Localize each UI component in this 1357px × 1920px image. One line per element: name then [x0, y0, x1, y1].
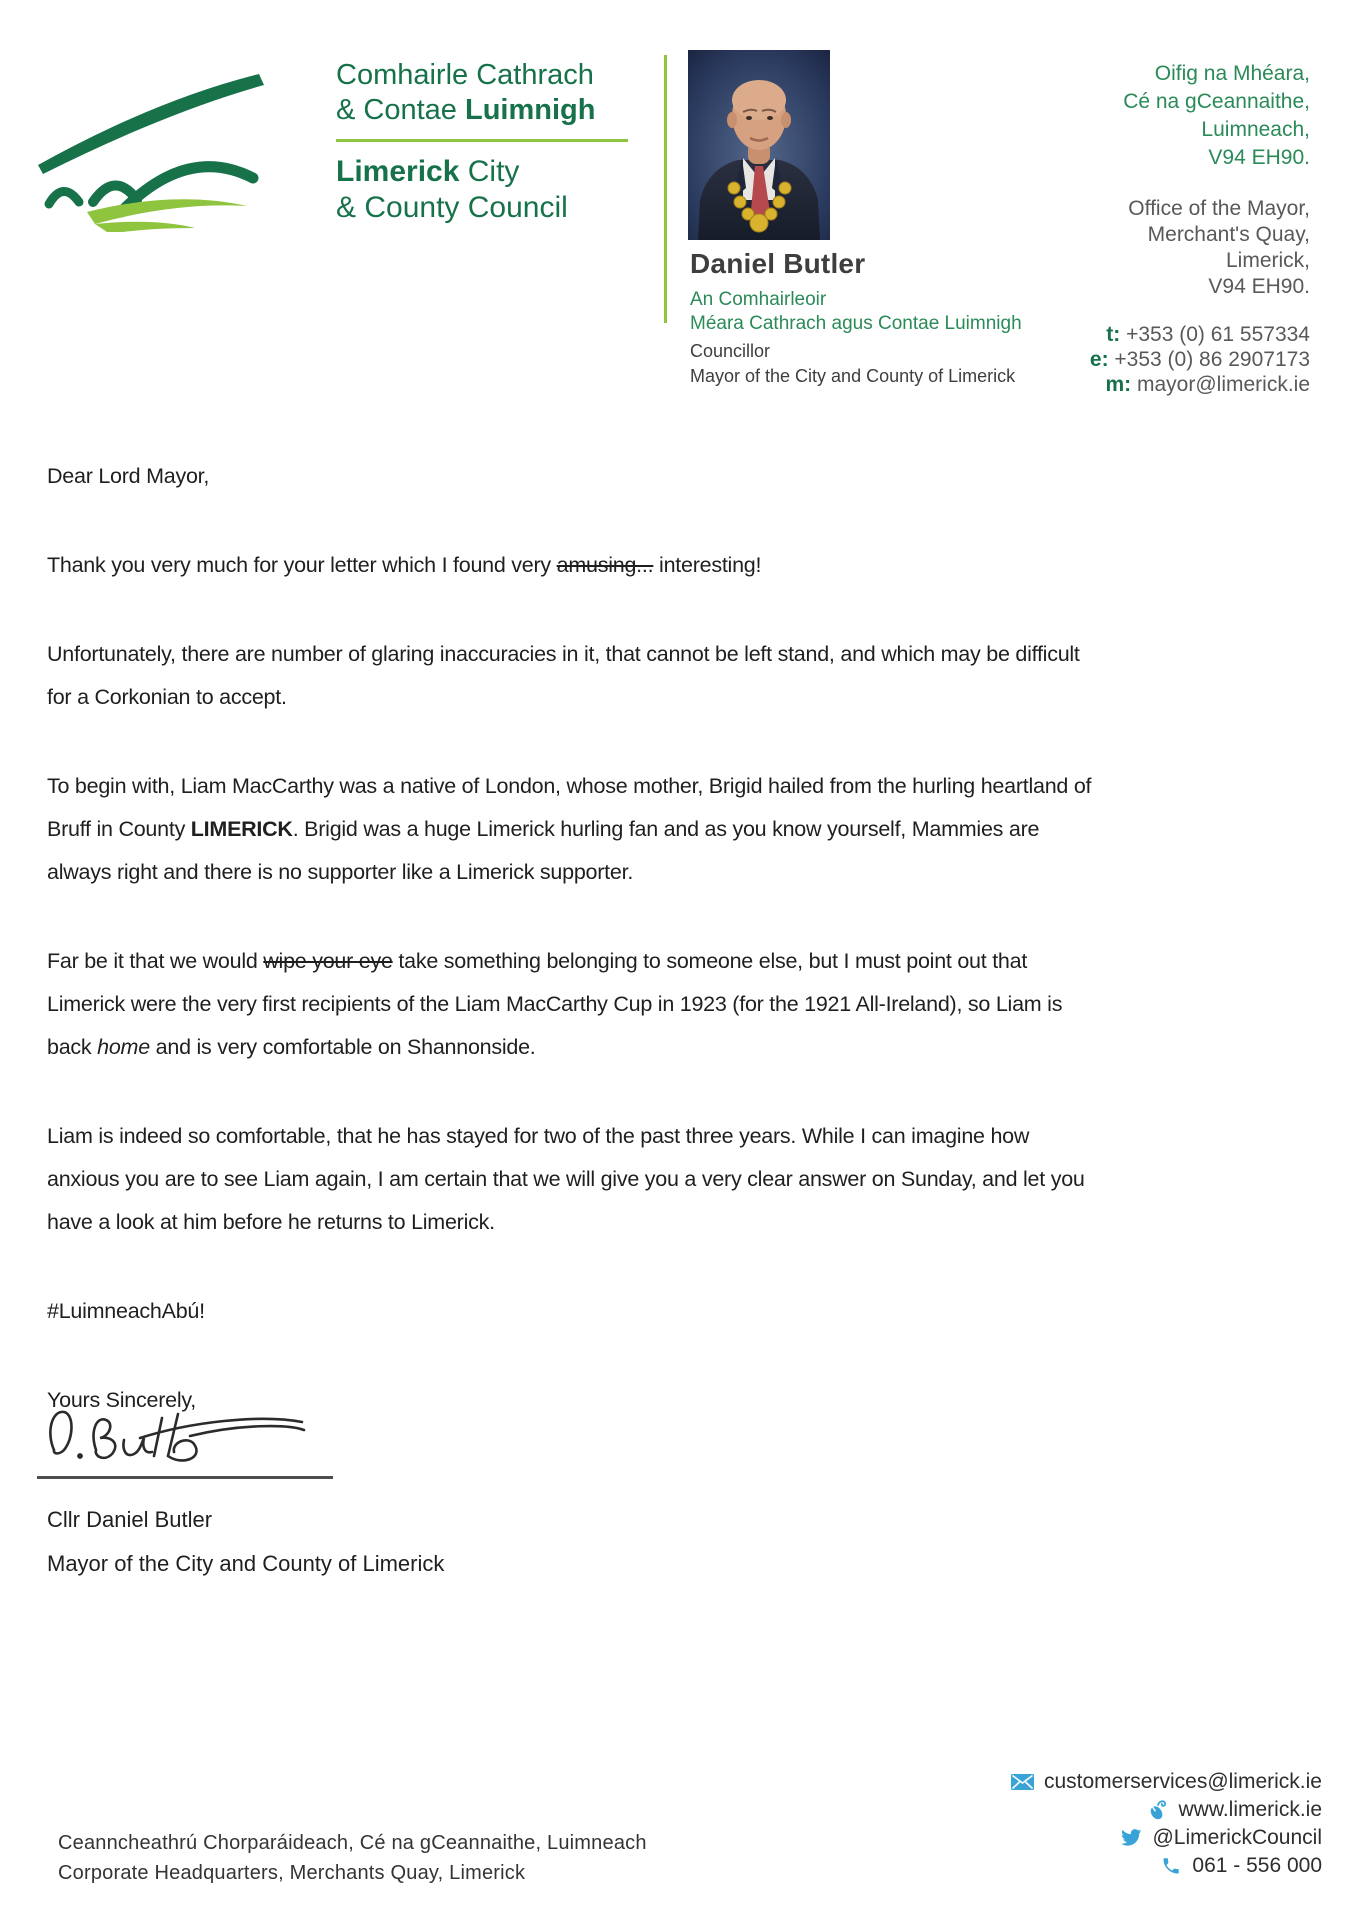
paragraph-run: Liam is indeed so comfortable, that he has stayed for two of the past three years. While I can imagine how anxious you are to see Liam again, I am certain that we will give you a very clear answer on Sunday, and let you have a look at him before he returns to Limerick. — [47, 1124, 1085, 1234]
handwritten-signature-icon — [40, 1392, 320, 1482]
letter-paragraph — [47, 940, 1092, 1069]
footer-email-row — [1011, 1768, 1322, 1796]
address-english-line: Limerick, — [1225, 249, 1310, 272]
paragraph-run-strike: wipe your eye — [263, 949, 393, 973]
wordmark-divider — [336, 139, 628, 142]
footer-website-row — [1011, 1796, 1322, 1824]
email-value: mayor@limerick.ie — [1131, 373, 1310, 396]
footer-email-value: customerservices@limerick.ie — [1043, 1770, 1322, 1793]
footer-contacts — [1011, 1768, 1322, 1880]
address-irish-line: Oifig na Mhéara, — [1154, 62, 1310, 85]
header-contacts — [1090, 322, 1310, 397]
wordmark-irish-line2-bold: Luimnigh — [464, 94, 596, 126]
paragraph-run: Far be it that we would — [47, 949, 264, 973]
address-english-line: Office of the Mayor, — [1128, 197, 1310, 220]
signatory-block — [47, 1498, 444, 1586]
footer-address — [58, 1828, 647, 1888]
header-address-block — [1090, 60, 1310, 397]
mayor-title-irish-1: An Comhairleoir — [690, 289, 827, 310]
paragraph-run: . Brigid was a huge Limerick hurling fan and as you know yourself, Mammies are always right and there is no supporter like a Limerick supporter. — [47, 817, 1040, 884]
mayor-photo — [688, 50, 830, 240]
header-vertical-separator — [664, 55, 667, 323]
mayor-titles — [690, 248, 1110, 389]
wordmark-irish-line2-prefix: & Contae — [336, 94, 465, 126]
letter-paragraph — [47, 1290, 1092, 1333]
wordmark-english-bold: Limerick — [336, 155, 460, 188]
footer-twitter-row — [1011, 1824, 1322, 1852]
mayor-title-english-1: Councillor — [690, 341, 771, 361]
wordmark-english-line1 — [336, 154, 628, 190]
wordmark-english-rest: City — [459, 155, 520, 188]
wordmark-english-line2: & County Council — [336, 191, 568, 224]
phone-icon — [1159, 1855, 1183, 1877]
footer-twitter-value: @LimerickCouncil — [1152, 1826, 1322, 1849]
footer-address-english: Corporate Headquarters, Merchants Quay, Limerick — [58, 1862, 526, 1884]
paragraph-run: #LuimneachAbú! — [47, 1299, 205, 1323]
address-irish-line: Cé na gCeannaithe, — [1123, 90, 1310, 113]
mouse-icon — [1145, 1799, 1169, 1821]
address-english-line: Merchant's Quay, — [1147, 223, 1310, 246]
signature-image — [40, 1392, 320, 1487]
mayor-title-irish-2: Méara Cathrach agus Contae Luimnigh — [690, 313, 1022, 334]
mayor-name: Daniel Butler — [690, 248, 866, 279]
letter-body — [47, 455, 1092, 1468]
paragraph-run-italic: home — [97, 1035, 150, 1059]
twitter-icon — [1119, 1827, 1143, 1849]
address-english-line: V94 EH90. — [1208, 275, 1310, 298]
paragraph-run-bold: LIMERICK — [190, 817, 293, 841]
signatory-name: Cllr Daniel Butler — [47, 1507, 213, 1532]
paragraph-run: To begin with, Liam MacCarthy was a native of London, whose mother, Brigid hailed from the hurling heartland of Bruff in County — [47, 774, 1092, 841]
letter-paragraph — [47, 765, 1092, 894]
mobile-value: +353 (0) 86 2907173 — [1108, 348, 1310, 371]
phone-value: +353 (0) 61 557334 — [1120, 323, 1310, 346]
letter-paragraph — [47, 633, 1092, 719]
phone-row — [1090, 322, 1310, 347]
bridge-icon — [35, 52, 275, 232]
wordmark-irish-line1: Comhairle Cathrach — [336, 59, 594, 91]
footer-phone-row — [1011, 1852, 1322, 1880]
mobile-label: e: — [1089, 348, 1109, 371]
council-wordmark — [336, 58, 628, 226]
signatory-title: Mayor of the City and County of Limerick — [47, 1551, 445, 1576]
paragraph-run: interesting! — [653, 553, 762, 577]
email-row — [1090, 372, 1310, 397]
address-irish-line: V94 EH90. — [1208, 146, 1310, 169]
footer-address-irish: Ceanncheathrú Chorparáideach, Cé na gCeannaithe, Luimneach — [58, 1832, 647, 1854]
envelope-icon — [1011, 1771, 1035, 1793]
paragraph-run: Unfortunately, there are number of glaring inaccuracies in it, that cannot be left stand, and which may be difficult for a Corkonian to accept. — [47, 642, 1080, 709]
letter-paragraph — [47, 544, 1092, 587]
email-label: m: — [1105, 373, 1132, 396]
mayor-portrait-image — [688, 50, 830, 240]
paragraph-run-strike: amusing... — [556, 553, 654, 577]
footer-phone-value: 061 - 556 000 — [1192, 1854, 1322, 1877]
address-irish — [1090, 60, 1310, 172]
footer-website-value: www.limerick.ie — [1178, 1798, 1322, 1821]
paragraph-run: and is very comfortable on Shannonside. — [149, 1035, 536, 1059]
signature-rule — [37, 1476, 333, 1479]
salutation: Dear Lord Mayor, — [47, 464, 210, 488]
paragraph-run: take something belonging to someone else, but I must point out that Limerick were the very first recipients of the Liam MacCarthy Cup in 1923 (for the 1921 All-Ireland), so Liam is back — [47, 949, 1063, 1059]
paragraph-run: Thank you very much for your letter which I found very — [47, 553, 557, 577]
address-irish-line: Luimneach, — [1201, 118, 1310, 141]
mobile-row — [1090, 347, 1310, 372]
mayor-title-english-2: Mayor of the City and County of Limerick — [690, 366, 1016, 386]
letter-paragraph — [47, 1115, 1092, 1244]
address-english — [1090, 196, 1310, 300]
phone-label: t: — [1106, 323, 1121, 346]
closing: Yours Sincerely, — [47, 1388, 196, 1412]
letter-paragraphs — [47, 544, 1092, 1333]
wordmark-irish-line2 — [336, 93, 628, 128]
council-bridge-logo — [35, 52, 275, 237]
